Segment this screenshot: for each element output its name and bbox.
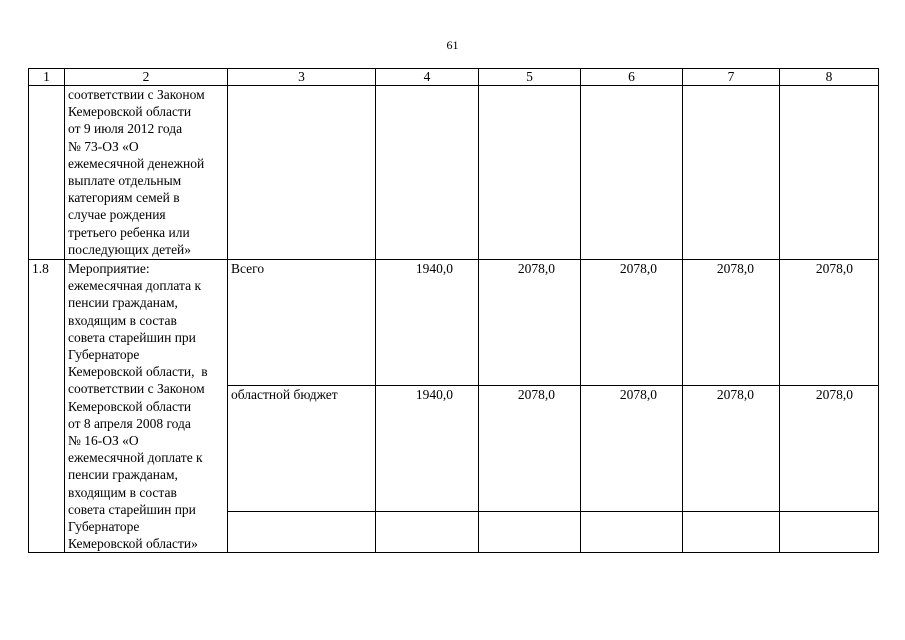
budget-table	[28, 68, 879, 553]
continuation-value-cell	[780, 86, 879, 260]
header-cell-2: 2	[65, 69, 228, 86]
value-regional-col7: 2078,0	[683, 386, 780, 512]
filler-cell	[780, 512, 879, 553]
continuation-value-cell	[683, 86, 780, 260]
value-total-col5: 2078,0	[479, 260, 581, 386]
funding-source-total: Всего	[228, 260, 376, 386]
funding-source-regional: областной бюджет	[228, 386, 376, 512]
filler-cell	[479, 512, 581, 553]
continuation-value-cell	[479, 86, 581, 260]
continuation-number-cell	[29, 86, 65, 260]
header-cell-8: 8	[780, 69, 879, 86]
value-total-col4: 1940,0	[376, 260, 479, 386]
continuation-description-cell	[65, 86, 228, 260]
header-cell-7: 7	[683, 69, 780, 86]
header-cell-6: 6	[581, 69, 683, 86]
filler-cell	[683, 512, 780, 553]
filler-cell	[228, 512, 376, 553]
continuation-source-cell	[228, 86, 376, 260]
continuation-value-cell	[581, 86, 683, 260]
value-total-col6: 2078,0	[581, 260, 683, 386]
value-regional-col4: 1940,0	[376, 386, 479, 512]
value-total-col7: 2078,0	[683, 260, 780, 386]
value-total-col8: 2078,0	[780, 260, 879, 386]
item-total-row	[29, 260, 879, 386]
value-regional-col8: 2078,0	[780, 386, 879, 512]
header-cell-3: 3	[228, 69, 376, 86]
item-description-cell	[65, 260, 228, 553]
continuation-description: соответствии с Законом Кемеровской области от 9 июля 2012 года № 73-ОЗ «О ежемесячной денежной выплате отдельным категориям семей в случае рождения третьего ребенка или последующих детей»	[68, 87, 205, 257]
continuation-value-cell	[376, 86, 479, 260]
filler-cell	[376, 512, 479, 553]
header-row	[29, 69, 879, 86]
page-number: 61	[446, 38, 459, 52]
item-number: 1.8	[29, 260, 65, 553]
continuation-row	[29, 86, 879, 260]
header-cell-1: 1	[29, 69, 65, 86]
value-regional-col6: 2078,0	[581, 386, 683, 512]
filler-cell	[581, 512, 683, 553]
header-cell-4: 4	[376, 69, 479, 86]
item-description: Мероприятие: ежемесячная доплата к пенсии гражданам, входящим в состав совета старейшин при Губернаторе Кемеровской области, в соответствии с Законом Кемеровской области от 8 апреля 2008 года № 16-ОЗ «О ежемесячной доплате к пенсии гражданам, входящим в состав совета старейшин при Губернаторе Кемеровской области»	[68, 261, 208, 552]
value-regional-col5: 2078,0	[479, 386, 581, 512]
header-cell-5: 5	[479, 69, 581, 86]
